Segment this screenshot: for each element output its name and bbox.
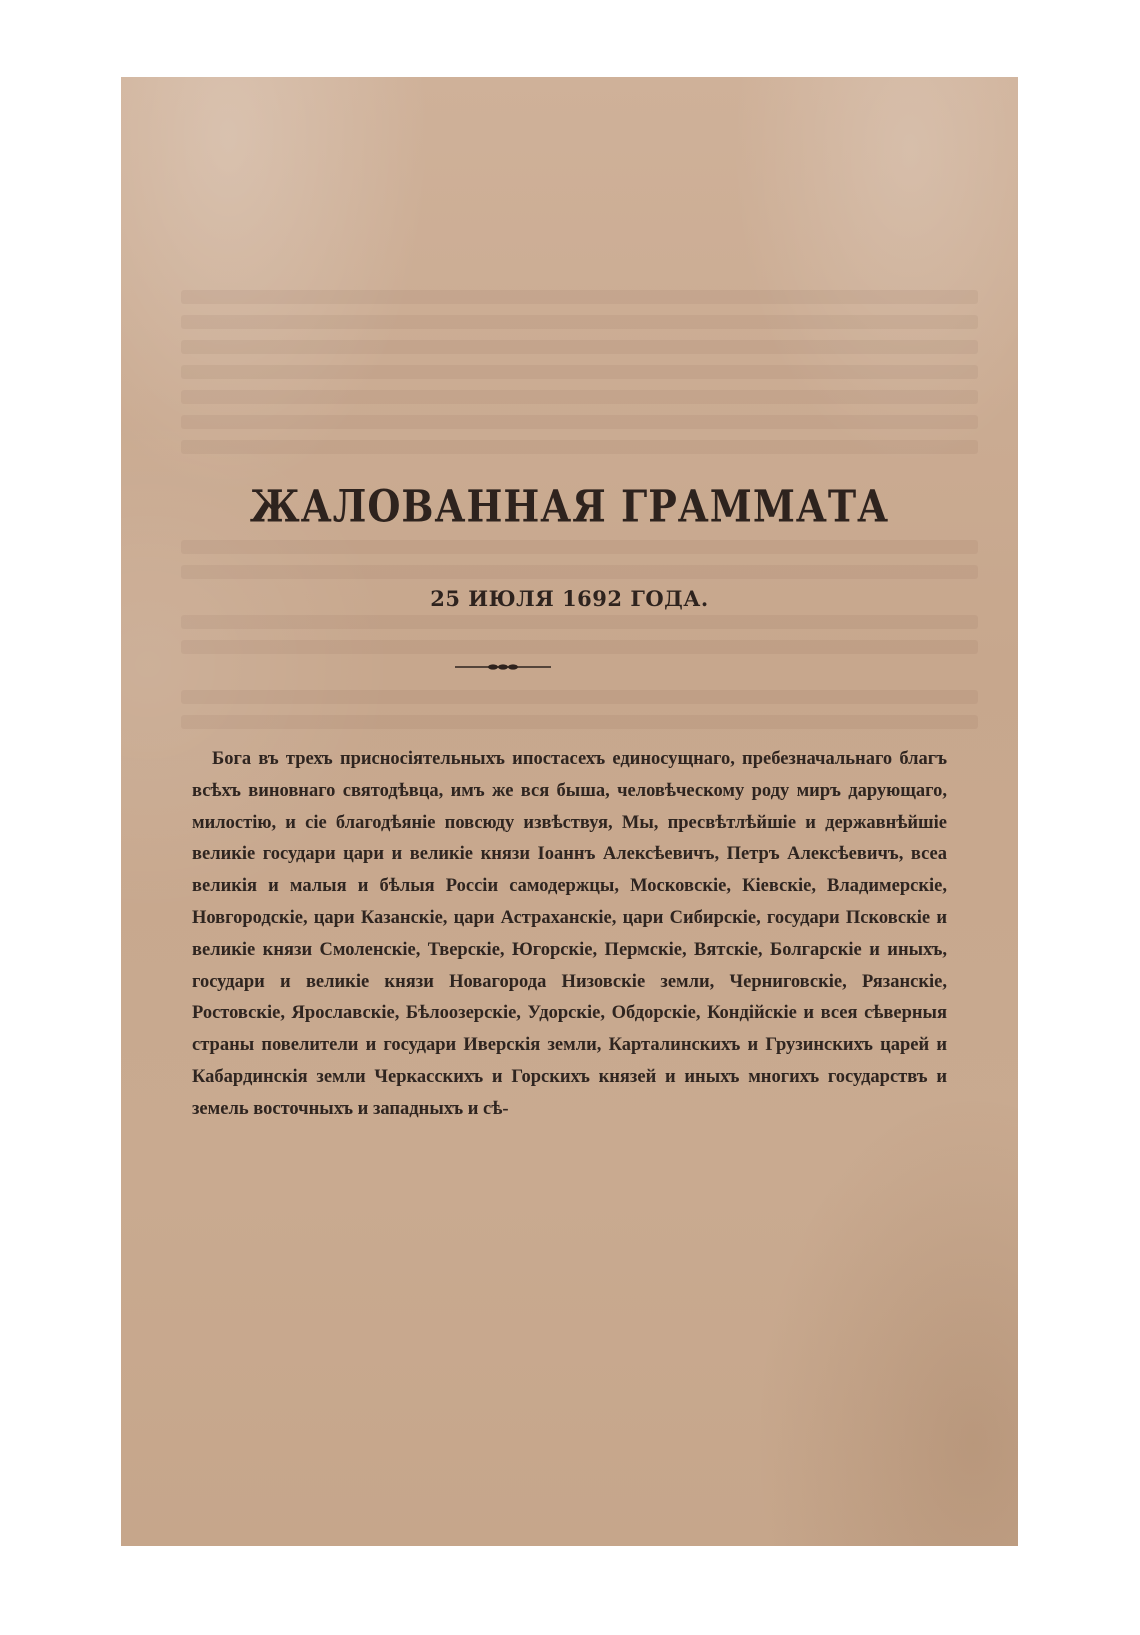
bleed-through	[181, 715, 978, 729]
bleed-through	[181, 615, 978, 629]
bleed-through	[181, 690, 978, 704]
bleed-through	[181, 340, 978, 354]
bleed-through	[181, 565, 978, 579]
bleed-through	[181, 540, 978, 554]
document-date: 25 ИЮЛЯ 1692 ГОДА.	[430, 586, 709, 611]
ornament-divider-icon	[455, 663, 551, 671]
bleed-through	[181, 290, 978, 304]
document-title: ЖАЛОВАННАЯ ГРАММАТА	[249, 480, 890, 532]
bleed-through	[181, 390, 978, 404]
bleed-through	[181, 640, 978, 654]
scanned-page	[121, 77, 1018, 1546]
bleed-through	[181, 440, 978, 454]
bleed-through	[181, 365, 978, 379]
bleed-through	[181, 415, 978, 429]
document-body: Бога въ трехъ присносіятельныхъ ипостасехъ единосущнаго, пребезначальнаго благъ всѣхъ виновнаго святодѣвца, имъ же вся быша, человѣческому роду миръ дарующаго, милостію, и сіе благодѣяніе повсюду извѣствуя, Мы, пресвѣтлѣйшіе и державнѣйшіе великіе государи цари и великіе князи Іоаннъ Алексѣевичъ, Петръ Алексѣевичъ, всеа великія и малыя и бѣлыя Россіи самодержцы, Московскіе, Кіевскіе, Владимерскіе, Новгородскіе, цари Казанскіе, цари Астраханскіе, цари Сибирскіе, государи Псковскіе и великіе князи Смоленскіе, Тверскіе, Югорскіе, Пермскіе, Вятскіе, Болгарскіе и иныхъ, государи и великіе князи Новагорода Низовскіе земли, Черниговскіе, Рязанскіе, Ростовскіе, Ярославскіе, Бѣлоозерскіе, Удорскіе, Обдорскіе, Кондійскіе и всея сѣверныя страны повелители и государи Иверскія земли, Карталинскихъ и Грузинскихъ царей и Кабардинскія земли Черкасскихъ и Горскихъ князей и иныхъ многихъ государствъ и земель восточныхъ и западныхъ и сѣ-	[192, 749, 947, 1119]
bleed-through	[181, 315, 978, 329]
